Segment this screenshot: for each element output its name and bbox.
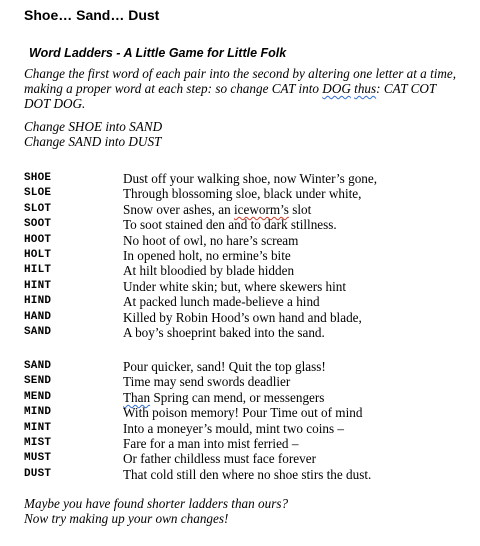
task-item: Change SAND into DUST <box>24 134 162 149</box>
ladder-word: SLOT <box>24 202 52 215</box>
intro-word-thus: thus <box>354 81 377 96</box>
ladder-row <box>24 451 464 466</box>
ladder-word: MEND <box>24 390 52 403</box>
intro-word-dog: DOG <box>322 81 351 96</box>
ladder-word: SAND <box>24 325 52 338</box>
ladder-row <box>24 310 464 325</box>
ladder-verse <box>123 390 324 405</box>
ladder-word: MIND <box>24 406 52 419</box>
ladder-row <box>24 217 464 232</box>
ladder-verse: Through blossoming sloe, black under white, <box>123 186 362 202</box>
ladder-verse <box>123 202 311 217</box>
ladder-word: MINT <box>24 421 52 434</box>
ladder-shoe-to-sand <box>24 171 464 340</box>
ladder-row <box>24 390 464 405</box>
ladder-row <box>24 436 464 451</box>
ladder-verse: Pour quicker, sand! Quit the top glass! <box>123 359 326 374</box>
section-subtitle: Word Ladders - A Little Game for Little Folk <box>29 46 287 60</box>
closing-line: Now try making up your own changes! <box>24 511 229 526</box>
intro-line-2 <box>24 81 464 96</box>
ladder-word: HIND <box>24 295 52 308</box>
verse-part: Spring can mend, or messengers <box>150 389 325 405</box>
ladder-verse: With poison memory! Pour Time out of mind <box>123 405 363 421</box>
ladder-row <box>24 263 464 278</box>
ladder-word: HINT <box>24 279 52 292</box>
ladder-row <box>24 233 464 248</box>
intro-line-3: DOT DOG. <box>24 96 86 111</box>
ladder-word: HOOT <box>24 233 52 246</box>
ladder-verse: Dust off your walking shoe, now Winter’s gone, <box>123 171 378 186</box>
ladder-verse: No hoot of owl, no hare’s scream <box>123 232 299 248</box>
verse-part: slot <box>288 201 312 217</box>
ladder-verse: At hilt bloodied by blade hidden <box>123 263 295 279</box>
ladder-verse: Killed by Robin Hood’s own hand and blade, <box>123 309 362 325</box>
ladder-verse: Under white skin; but, where skewers hint <box>123 278 347 294</box>
ladder-verse: Into a moneyer’s mould, mint two coins – <box>123 420 344 436</box>
intro-paragraph <box>24 66 464 111</box>
ladder-verse: That cold still den where no shoe stirs the dust. <box>123 466 372 482</box>
ladder-word: DUST <box>24 467 52 480</box>
ladder-row <box>24 186 464 201</box>
ladder-row <box>24 325 464 340</box>
ladder-row <box>24 421 464 436</box>
ladder-row <box>24 279 464 294</box>
spelling-flagged-word: iceworm’s <box>233 201 289 217</box>
intro-line-1: Change the first word of each pair into the second by altering one letter at a time, <box>24 66 457 81</box>
ladder-word: SLOE <box>24 187 52 200</box>
ladder-word: SAND <box>24 360 52 372</box>
grammar-flagged-word: Than <box>123 389 151 405</box>
ladder-word: SOOT <box>24 218 52 231</box>
ladder-row <box>24 374 464 389</box>
ladder-row <box>24 467 464 482</box>
ladder-row <box>24 405 464 420</box>
ladder-row <box>24 202 464 217</box>
task-item: Change SHOE into SAND <box>24 119 163 134</box>
ladder-word: SHOE <box>24 172 52 184</box>
ladder-verse: At packed lunch made-believe a hind <box>123 294 320 310</box>
closing-text <box>24 496 288 526</box>
task-list <box>24 119 162 149</box>
ladder-row <box>24 359 464 374</box>
intro-line-2-start: making a proper word at each step: so change CAT into <box>24 81 323 96</box>
closing-line: Maybe you have found shorter ladders than ours? <box>24 496 289 511</box>
intro-line-2-end: : CAT COT <box>376 81 437 96</box>
ladder-word: SEND <box>24 375 52 388</box>
ladder-sand-to-dust <box>24 359 464 482</box>
ladder-word: HILT <box>24 264 52 277</box>
ladder-word: MUST <box>24 452 52 465</box>
document-title: Shoe… Sand… Dust <box>24 7 160 23</box>
ladder-verse: A boy’s shoeprint baked into the sand. <box>123 324 325 340</box>
ladder-row <box>24 248 464 263</box>
ladder-verse: Fare for a man into mist ferried – <box>123 435 299 451</box>
ladder-word: MIST <box>24 436 52 449</box>
ladder-row <box>24 171 464 186</box>
ladder-verse: Time may send swords deadlier <box>123 374 291 390</box>
ladder-verse: To soot stained den and to dark stillness. <box>123 217 337 233</box>
ladder-word: HOLT <box>24 248 52 261</box>
ladder-word: HAND <box>24 310 52 323</box>
verse-part: Snow over ashes, an <box>123 201 234 217</box>
ladder-verse: Or father childless must face forever <box>123 451 316 467</box>
ladder-row <box>24 294 464 309</box>
ladder-verse: In opened holt, no ermine’s bite <box>123 247 291 263</box>
